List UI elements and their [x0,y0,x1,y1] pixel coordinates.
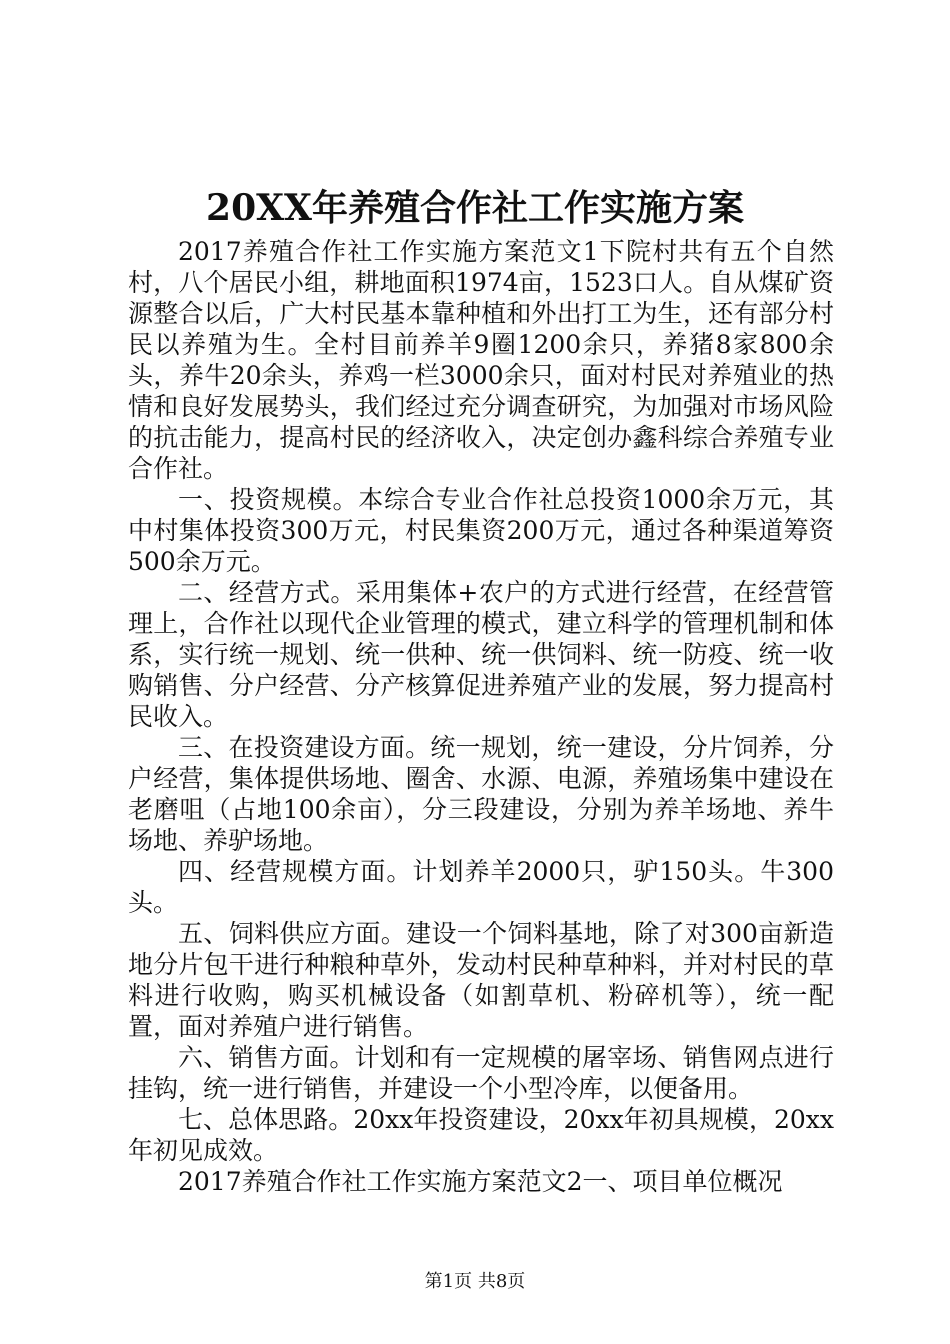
document-title: 20XX年养殖合作社工作实施方案 [206,187,744,229]
paragraph-construction: 三、在投资建设方面。统一规划，统一建设，分片饲养，分户经营，集体提供场地、圈舍、水源、电源，养殖场集中建设在老磨咀（占地100余亩），分三段建设，分别为养羊场地、养牛场地、养驴场地。 [128,733,834,855]
paragraph-intro: 2017养殖合作社工作实施方案范文1下院村共有五个自然村，八个居民小组，耕地面积1974亩，1523口人。自从煤矿资源整合以后，广大村民基本靠种植和外出打工为生，还有部分村民以养殖为生。全村目前养羊9圈1200余只，养猪8家800余头，养牛20余头，养鸡一栏3000余只，面对村民对养殖业的热情和良好发展势头，我们经过充分调查研究，为加强对市场风险的抗击能力，提高村民的经济收入，决定创办鑫科综合养殖专业合作社。 [128,237,834,483]
paragraph-investment-scale: 一、投资规模。本综合专业合作社总投资1000余万元，其中村集体投资300万元，村民集资200万元，通过各种渠道筹资500余万元。 [128,485,834,576]
paragraph-sample-2: 2017养殖合作社工作实施方案范文2一、项目单位概况 [178,1167,783,1196]
page-footer: 第1页 共8页 [424,1271,526,1292]
document-body [128,236,834,1197]
paragraph-feed-supply: 五、饲料供应方面。建设一个饲料基地，除了对300亩新造地分片包干进行种粮种草外，发动村民种草种料，并对村民的草料进行收购，购买机械设备（如割草机、粉碎机等），统一配置，面对养殖户进行销售。 [128,919,834,1041]
paragraph-operation-scale: 四、经营规模方面。计划养羊2000只，驴150头。牛300头。 [128,857,834,917]
paragraph-operation-mode: 二、经营方式。采用集体+农户的方式进行经营，在经营管理上，合作社以现代企业管理的模式，建立科学的管理机制和体系，实行统一规划、统一供种、统一供饲料、统一防疫、统一收购销售、分户经营、分产核算促进养殖产业的发展，努力提高村民收入。 [128,578,834,731]
paragraph-sales: 六、销售方面。计划和有一定规模的屠宰场、销售网点进行挂钩，统一进行销售，并建设一个小型冷库，以便备用。 [128,1043,834,1103]
paragraph-overall-plan: 七、总体思路。20xx年投资建设，20xx年初具规模，20xx年初见成效。 [128,1105,834,1165]
